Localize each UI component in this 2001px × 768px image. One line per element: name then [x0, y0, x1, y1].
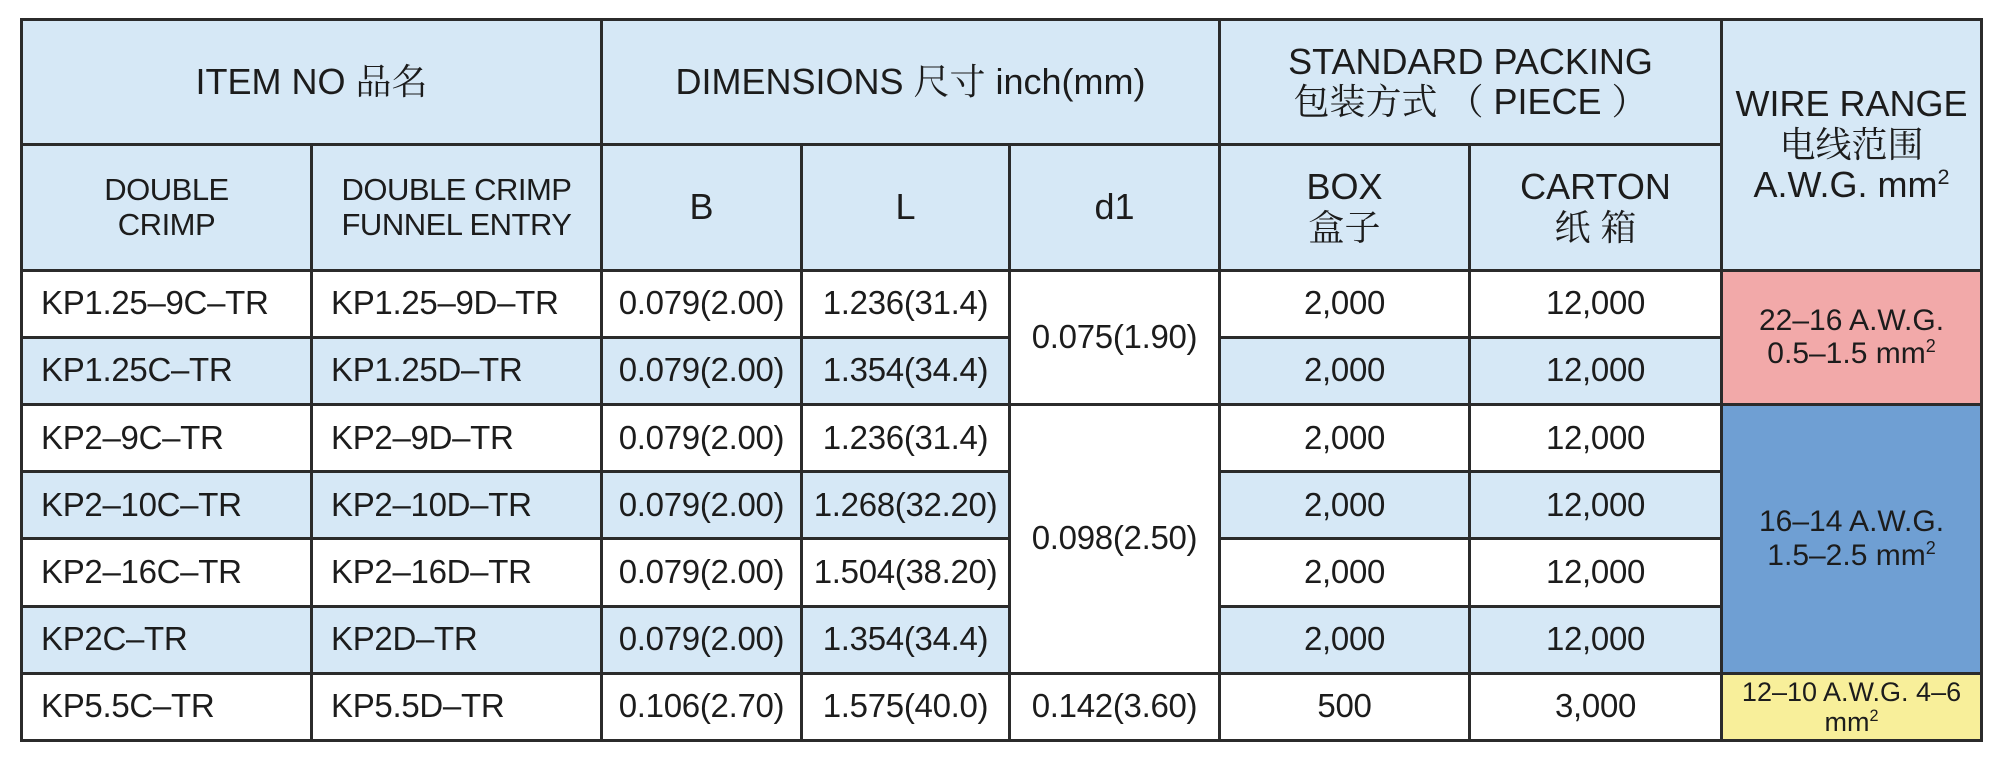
d1-cell: 0.098(2.50)	[1010, 405, 1220, 674]
funnel-entry-cell: KP1.25–9D–TR	[312, 270, 602, 337]
wire-range-units	[1729, 165, 1974, 205]
funnel-entry-cell: KP2–9D–TR	[312, 405, 602, 472]
box-cell: 2,000	[1220, 539, 1470, 606]
table-row	[22, 539, 1982, 606]
l-cell: 1.236(31.4)	[802, 270, 1010, 337]
funnel-entry-line1: DOUBLE CRIMP	[341, 171, 572, 207]
wire-range-mm-sup: 2	[1925, 537, 1936, 558]
table-row	[22, 606, 1982, 673]
wire-range-mm-text: 1.5–2.5 mm	[1767, 538, 1926, 572]
table-row	[22, 270, 1982, 337]
wire-range-mm	[1767, 539, 1935, 572]
l-cell: 1.354(34.4)	[802, 337, 1010, 404]
l-cell: 1.575(40.0)	[802, 673, 1010, 740]
l-cell: 1.354(34.4)	[802, 606, 1010, 673]
specification-table	[20, 18, 1983, 742]
b-cell: 0.079(2.00)	[602, 472, 802, 539]
b-cell: 0.079(2.00)	[602, 539, 802, 606]
wire-range-awg: 22–16 A.W.G.	[1758, 303, 1945, 337]
funnel-entry-cell: KP2–16D–TR	[312, 539, 602, 606]
header-item-no: ITEM NO 品名	[22, 20, 602, 145]
box-label-cn: 盒子	[1308, 206, 1381, 248]
table-row	[22, 673, 1982, 740]
wire-range-label-cn: 电线范围	[1779, 123, 1924, 165]
header-d1: d1	[1010, 145, 1220, 270]
wire-range-mm-text: 4–6 mm	[1824, 676, 1962, 737]
funnel-entry-cell: KP2–10D–TR	[312, 472, 602, 539]
header-funnel-entry	[312, 145, 602, 270]
double-crimp-cell: KP1.25C–TR	[22, 337, 312, 404]
b-cell: 0.079(2.00)	[602, 405, 802, 472]
d1-cell: 0.142(3.60)	[1010, 673, 1220, 740]
b-cell: 0.106(2.70)	[602, 673, 802, 740]
b-cell: 0.079(2.00)	[602, 270, 802, 337]
box-cell: 2,000	[1220, 606, 1470, 673]
wire-range-cell	[1722, 405, 1982, 674]
wire-range-units-text: A.W.G. mm	[1753, 164, 1938, 205]
carton-label-cn: 纸 箱	[1554, 206, 1637, 248]
carton-label-en: CARTON	[1520, 166, 1671, 208]
wire-range-mm-text: 0.5–1.5 mm	[1767, 337, 1926, 371]
double-crimp-cell: KP1.25–9C–TR	[22, 270, 312, 337]
carton-cell: 3,000	[1470, 673, 1722, 740]
wire-range-mm-sup: 2	[1869, 706, 1879, 725]
double-crimp-cell: KP2–10C–TR	[22, 472, 312, 539]
funnel-entry-cell: KP5.5D–TR	[312, 673, 602, 740]
wire-range-mm-sup: 2	[1925, 336, 1936, 357]
box-label-en: BOX	[1306, 166, 1383, 208]
header-l: L	[802, 145, 1010, 270]
box-cell: 2,000	[1220, 270, 1470, 337]
double-crimp-cell: KP2–16C–TR	[22, 539, 312, 606]
b-cell: 0.079(2.00)	[602, 337, 802, 404]
header-b: B	[602, 145, 802, 270]
wire-range-cell	[1722, 673, 1982, 740]
packing-label-cn: 包装方式 （ PIECE ）	[1293, 81, 1648, 123]
d1-cell: 0.075(1.90)	[1010, 270, 1220, 404]
header-carton	[1470, 145, 1722, 270]
header-dimensions: DIMENSIONS 尺寸 inch(mm)	[602, 20, 1220, 145]
header-box	[1220, 145, 1470, 270]
l-cell: 1.268(32.20)	[802, 472, 1010, 539]
double-crimp-cell: KP2–9C–TR	[22, 405, 312, 472]
funnel-entry-line2: FUNNEL ENTRY	[341, 206, 572, 242]
wire-range-units-sup: 2	[1937, 164, 1950, 189]
double-crimp-cell: KP2C–TR	[22, 606, 312, 673]
wire-range-mm	[1767, 337, 1935, 370]
carton-cell: 12,000	[1470, 606, 1722, 673]
carton-cell: 12,000	[1470, 539, 1722, 606]
wire-range-awg: 16–14 A.W.G.	[1758, 505, 1945, 539]
carton-cell: 12,000	[1470, 472, 1722, 539]
funnel-entry-cell: KP2D–TR	[312, 606, 602, 673]
wire-range-cell	[1722, 270, 1982, 404]
double-crimp-line1: DOUBLE	[104, 171, 229, 207]
wire-range-label-en: WIRE RANGE	[1735, 83, 1968, 125]
header-double-crimp	[22, 145, 312, 270]
box-cell: 2,000	[1220, 472, 1470, 539]
double-crimp-cell: KP5.5C–TR	[22, 673, 312, 740]
box-cell: 500	[1220, 673, 1470, 740]
l-cell: 1.236(31.4)	[802, 405, 1010, 472]
table-row	[22, 405, 1982, 472]
carton-cell: 12,000	[1470, 337, 1722, 404]
wire-range-awg: 12–10 A.W.G.	[1741, 676, 1909, 707]
header-standard-packing	[1220, 20, 1722, 145]
header-wire-range	[1722, 20, 1982, 271]
box-cell: 2,000	[1220, 405, 1470, 472]
b-cell: 0.079(2.00)	[602, 606, 802, 673]
box-cell: 2,000	[1220, 337, 1470, 404]
double-crimp-line2: CRIMP	[117, 206, 216, 242]
funnel-entry-cell: KP1.25D–TR	[312, 337, 602, 404]
carton-cell: 12,000	[1470, 405, 1722, 472]
packing-label-en: STANDARD PACKING	[1288, 40, 1653, 82]
carton-cell: 12,000	[1470, 270, 1722, 337]
table-row	[22, 472, 1982, 539]
table-row	[22, 337, 1982, 404]
l-cell: 1.504(38.20)	[802, 539, 1010, 606]
